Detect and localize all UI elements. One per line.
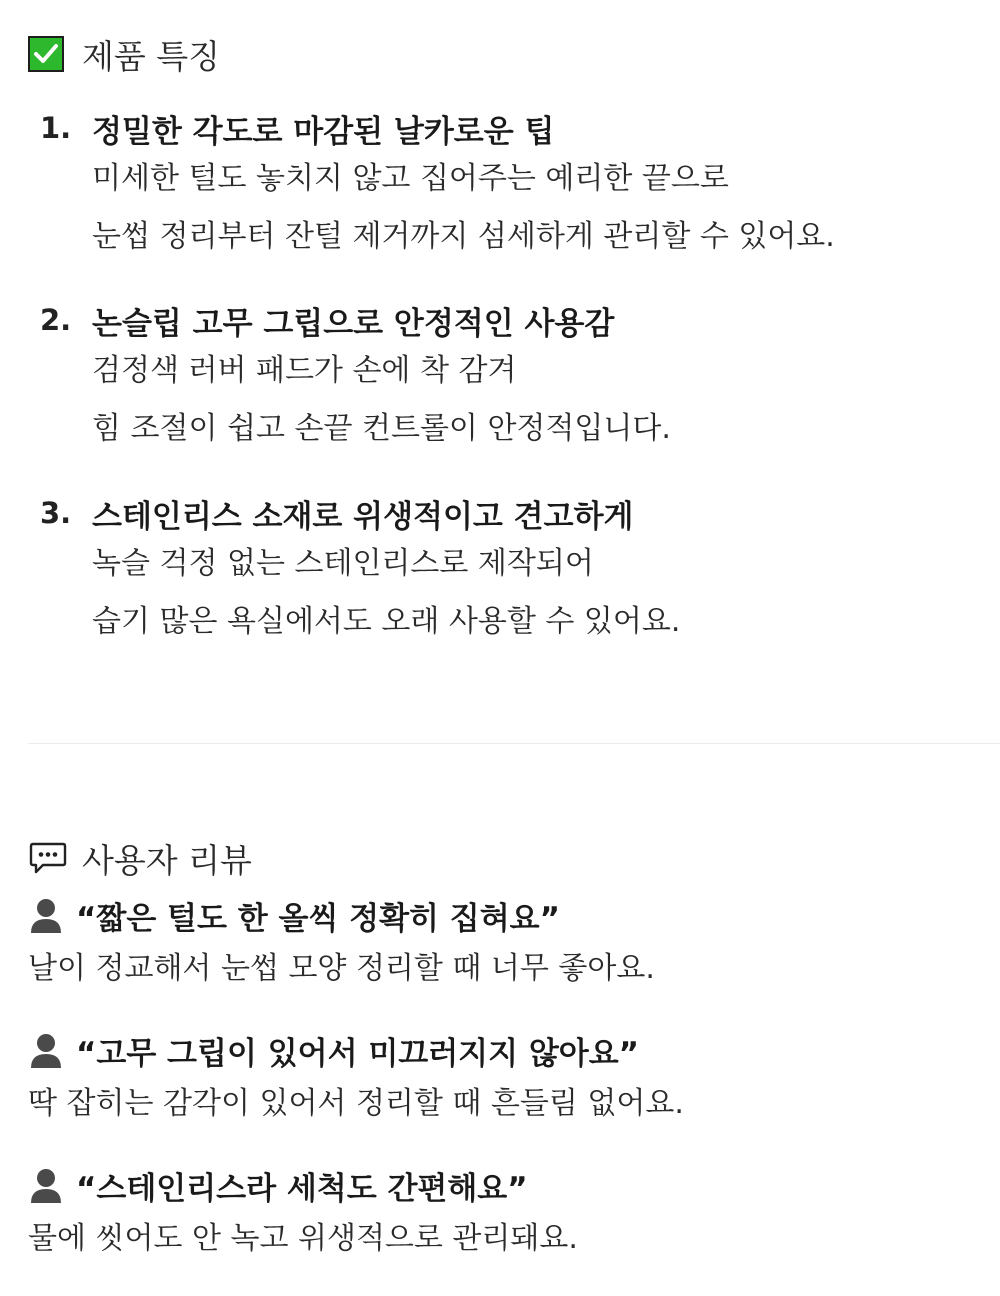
reviews-header: [28, 834, 252, 882]
review-body: 날이 정교해서 눈썹 모양 정리할 때 너무 좋아요.: [28, 951, 655, 986]
feature-description-line: 눈썹 정리부터 잔털 제거까지 섬세하게 관리할 수 있어요.: [92, 219, 835, 254]
review-item-1: [28, 891, 988, 999]
feature-title: 논슬립 고무 그립으로 안정적인 사용감: [92, 305, 615, 342]
feature-description-line: 습기 많은 욕실에서도 오래 사용할 수 있어요.: [92, 604, 681, 639]
review-title: “짧은 털도 한 올씩 정확히 집혀요”: [76, 900, 561, 937]
review-body: 물에 씻어도 안 녹고 위생적으로 관리돼요.: [28, 1221, 578, 1256]
reviews-title: 사용자 리뷰: [82, 840, 252, 880]
person-icon: [28, 895, 64, 935]
feature-number: 2.: [40, 303, 72, 337]
features-title: 제품 특징: [82, 36, 221, 76]
feature-description-line: 힘 조절이 쉽고 손끝 컨트롤이 안정적입니다.: [92, 411, 671, 446]
feature-description-line: 녹슬 걱정 없는 스테인리스로 제작되어: [92, 546, 594, 581]
person-icon: [28, 1030, 64, 1070]
features-header: [28, 30, 220, 78]
speech-balloon-icon: [28, 838, 68, 878]
check-mark-button-icon: [28, 36, 64, 72]
feature-number: 1.: [40, 111, 72, 145]
section-divider: [28, 743, 1000, 744]
review-item-3: [28, 1161, 988, 1269]
feature-title: 스테인리스 소재로 위생적이고 견고하게: [92, 498, 634, 535]
feature-description-line: 미세한 털도 놓치지 않고 집어주는 예리한 끝으로: [92, 161, 729, 196]
feature-item-3: [40, 491, 990, 651]
feature-description-line: 검정색 러버 패드가 손에 착 감겨: [92, 353, 517, 388]
person-icon: [28, 1165, 64, 1205]
review-item-2: [28, 1026, 988, 1134]
feature-item-1: [40, 106, 990, 266]
review-title: “고무 그립이 있어서 미끄러지지 않아요”: [76, 1035, 640, 1072]
feature-item-2: [40, 298, 990, 458]
review-title: “스테인리스라 세척도 간편해요”: [76, 1170, 528, 1207]
feature-title: 정밀한 각도로 마감된 날카로운 팁: [92, 113, 555, 150]
feature-number: 3.: [40, 496, 72, 530]
review-body: 딱 잡히는 감각이 있어서 정리할 때 흔들림 없어요.: [28, 1086, 684, 1121]
